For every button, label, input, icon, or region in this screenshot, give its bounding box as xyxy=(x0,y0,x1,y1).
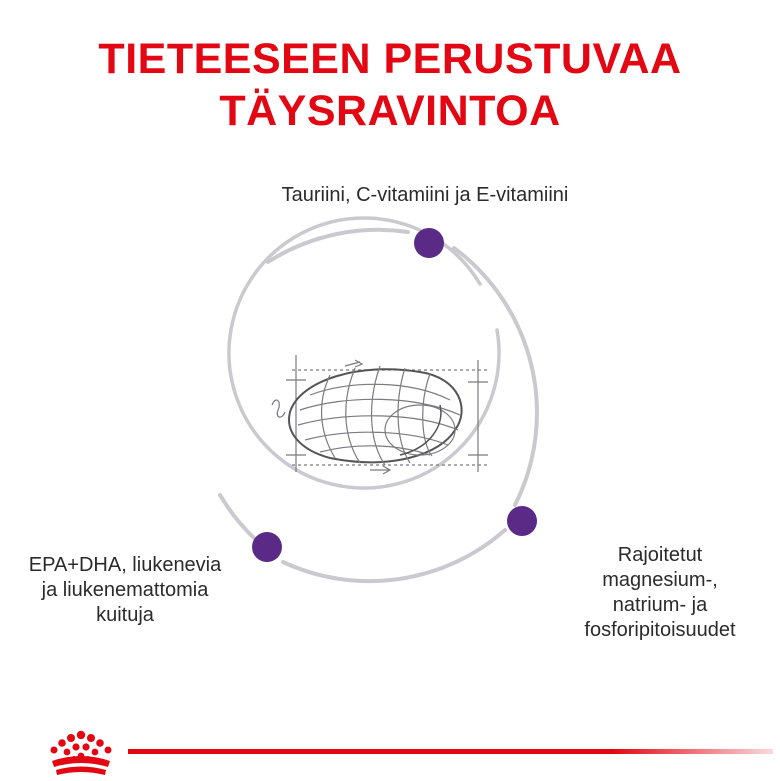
benefit-top-line-1: Tauriini, C-vitamiini ja E-vitamiini xyxy=(281,184,569,206)
benefit-left-line-1: EPA+DHA, liukenevia xyxy=(28,554,222,576)
benefit-label-left xyxy=(0,553,250,628)
benefit-right-line-1: Rajoitetut xyxy=(617,544,703,566)
benefit-left-line-2: ja liukenemattomia xyxy=(41,579,209,601)
purple-dot-icon-left xyxy=(252,532,282,562)
title-line-1: TIETEESEEN PERUSTUVAA xyxy=(98,34,682,83)
kibble-sketch-icon xyxy=(272,355,490,474)
footer xyxy=(0,725,780,781)
benefit-right-line-4: fosforipitoisuudet xyxy=(584,619,736,641)
footer-divider-line xyxy=(128,749,773,754)
purple-dot-icon-top xyxy=(414,228,444,258)
benefit-label-top xyxy=(180,183,670,208)
benefit-right-line-3: natrium- ja xyxy=(612,594,708,616)
title-line-2: TÄYSRAVINTOA xyxy=(219,86,561,135)
outer-ring-arc-bottom xyxy=(283,530,505,581)
benefit-left-line-3: kuituja xyxy=(96,604,154,626)
benefit-label-right xyxy=(550,543,770,643)
benefit-right-line-2: magnesium-, xyxy=(602,569,718,591)
purple-dot-icon-right xyxy=(507,506,537,536)
outer-ring-arc-left xyxy=(220,495,256,540)
crown-logo-icon xyxy=(36,725,126,781)
inner-ring-arc xyxy=(229,218,499,488)
outer-ring-arc-top xyxy=(268,230,408,262)
